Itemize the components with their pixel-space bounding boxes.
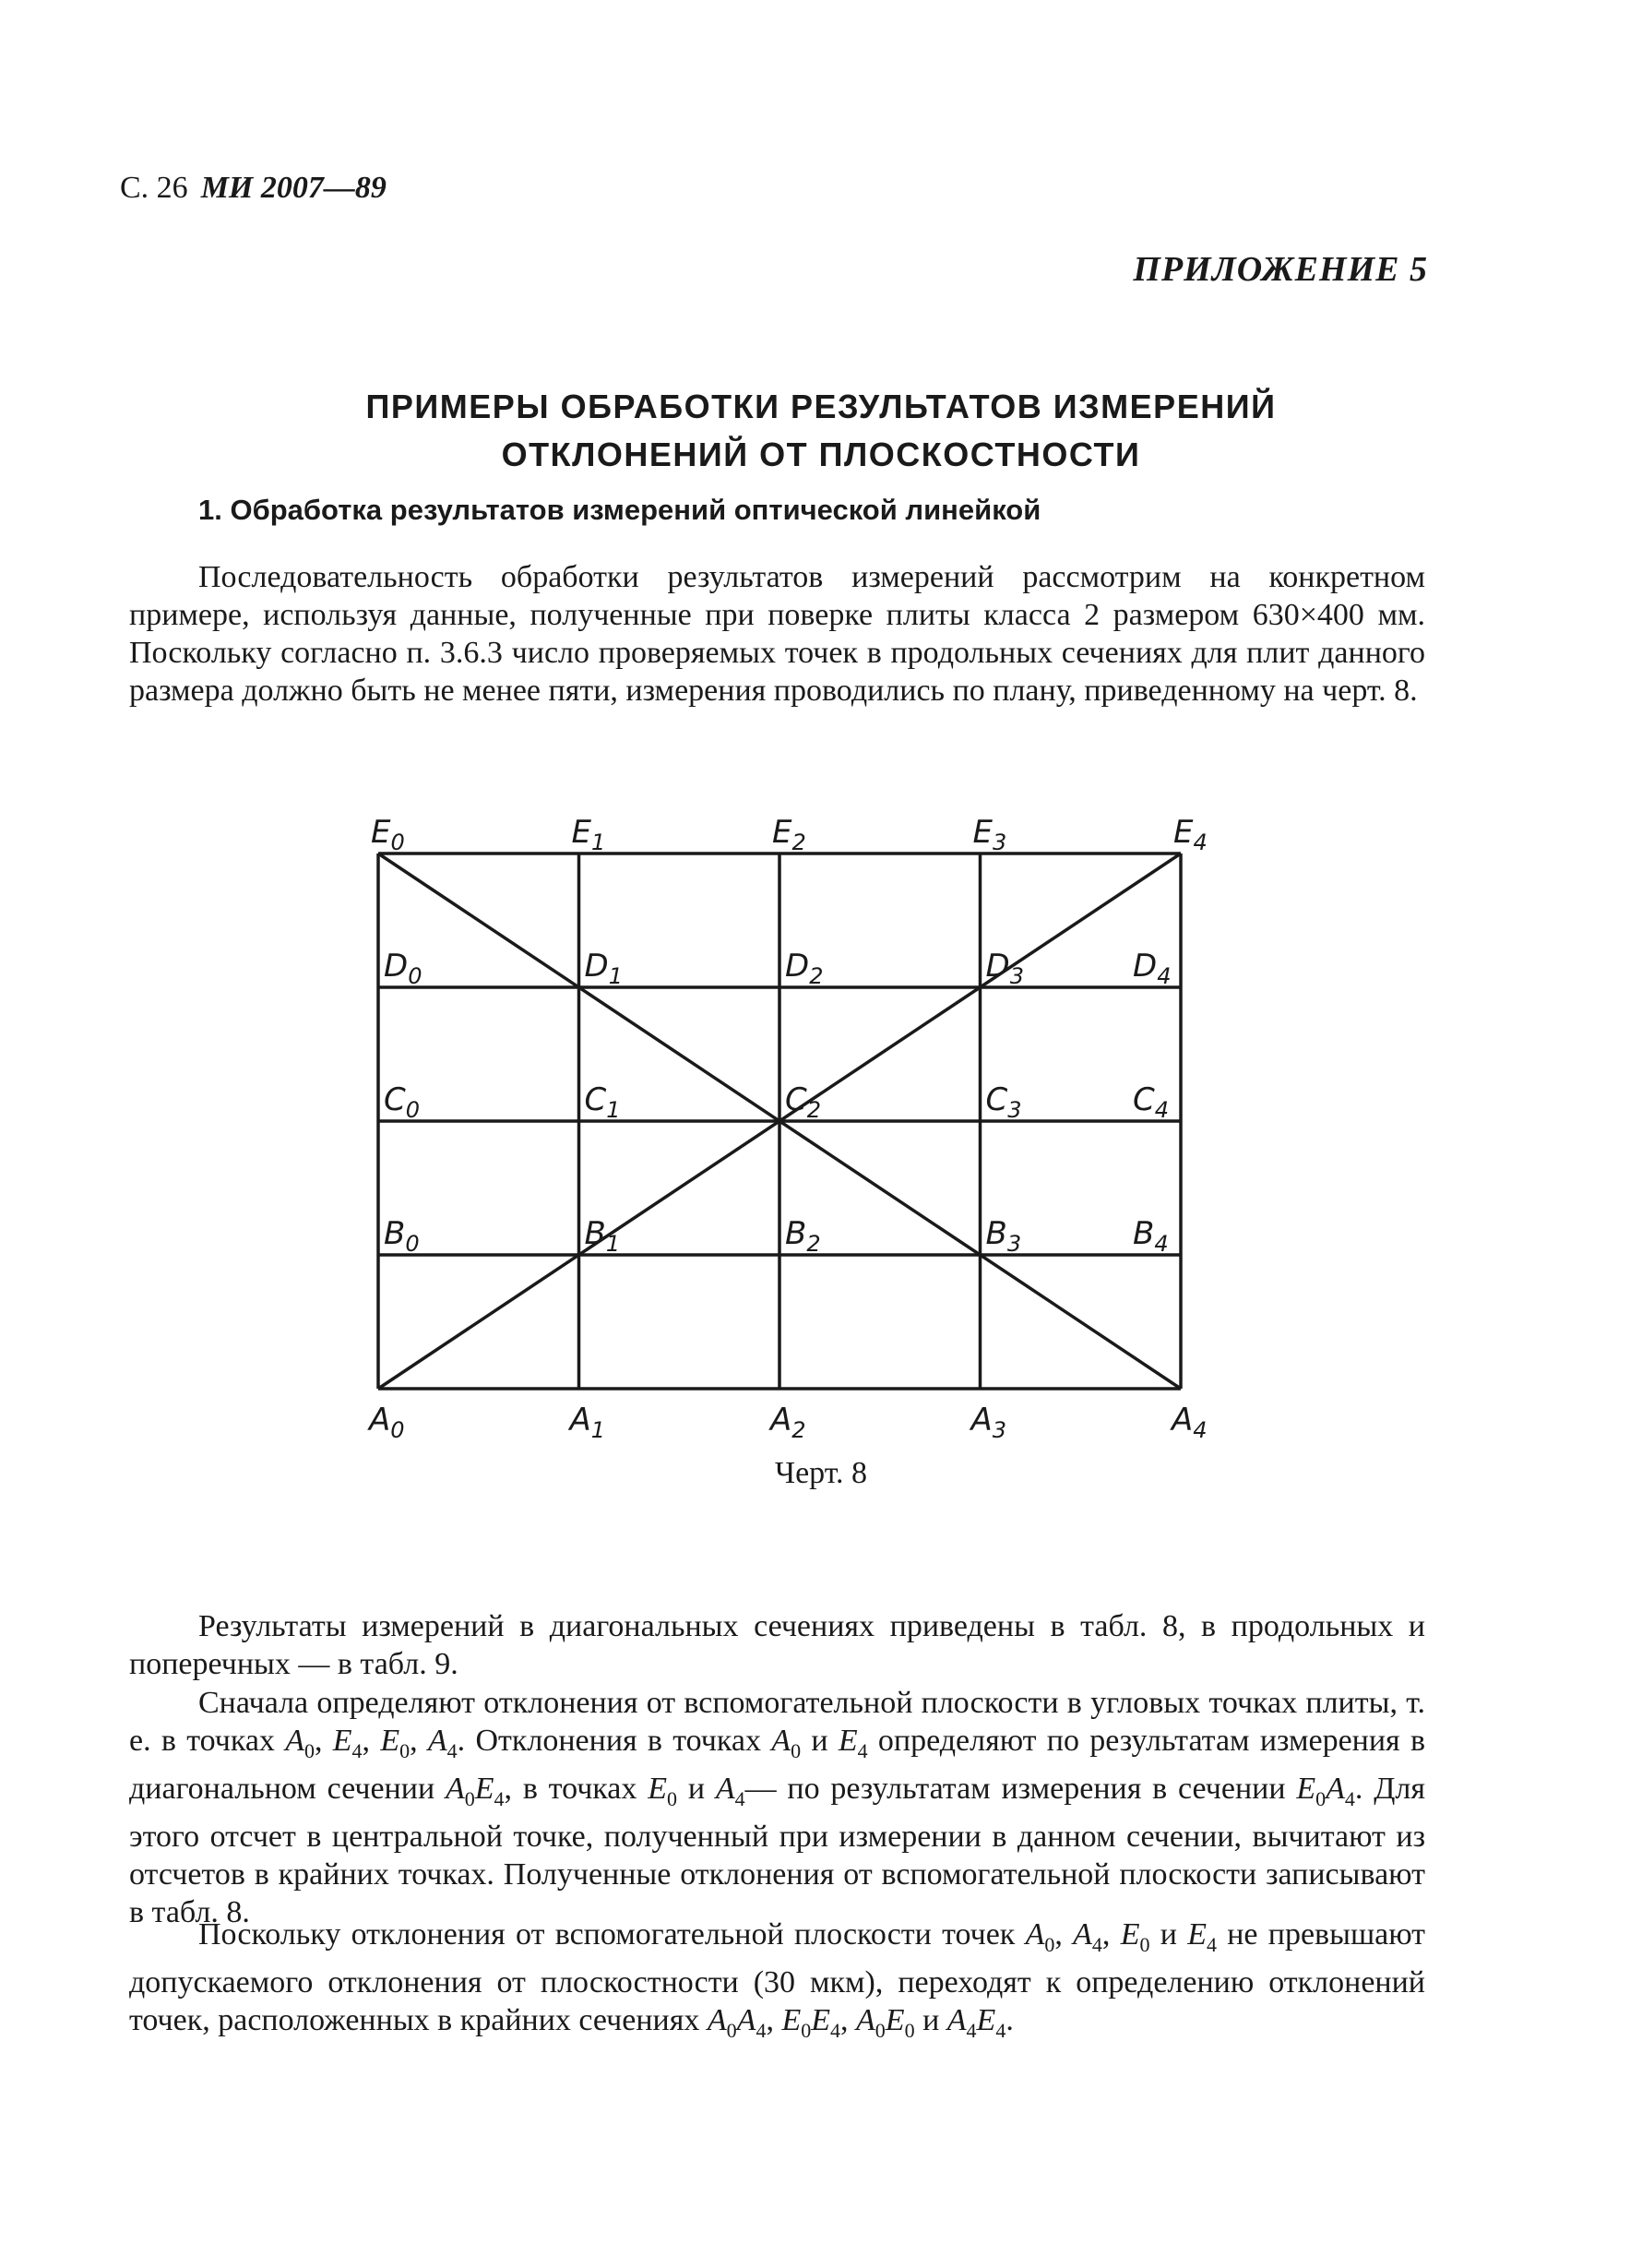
point-label-e2: $E_2$	[772, 814, 806, 855]
point-label-d3: $D_3$	[985, 948, 1024, 989]
point-label-c1: $C_1$	[584, 1081, 621, 1123]
point-label-c3: $C_3$	[985, 1081, 1022, 1123]
grid-lines	[378, 853, 1181, 1389]
point-label-e0: $E_0$	[371, 814, 405, 855]
point-label-e4: $E_4$	[1173, 814, 1208, 855]
point-label-e3: $E_3$	[972, 814, 1007, 855]
point-label-d4: $D_4$	[1133, 948, 1172, 989]
measurement-grid-diagram	[351, 794, 1236, 1458]
point-label-c4: $C_4$	[1133, 1081, 1170, 1123]
title-line-2: ОТКЛОНЕНИЙ ОТ ПЛОСКОСТНОСТИ	[501, 436, 1141, 473]
paragraph-intro-text: Последовательность обработки результатов измерений рассмотрим на конкретном примере, используя данные, полученные при поверке плиты класса 2 размером 630×400 мм. Поскольку согласно п. 3.6.3 число проверяемых точек в продольных сечениях для плит данного размера должно быть не менее пяти, измерения проводились по плану, приведенному на черт. 8.	[129, 560, 1425, 708]
point-label-d1: $D_1$	[584, 948, 623, 989]
point-label-b4: $B_4$	[1133, 1215, 1169, 1257]
page-number: С. 26	[120, 171, 188, 205]
point-label-a3: $A_3$	[970, 1402, 1007, 1443]
point-label-a2: $A_2$	[770, 1402, 806, 1443]
paragraph-intro	[129, 558, 1425, 710]
title-line-1: ПРИМЕРЫ ОБРАБОТКИ РЕЗУЛЬТАТОВ ИЗМЕРЕНИЙ	[365, 388, 1277, 425]
point-label-d0: $D_0$	[384, 948, 422, 989]
paragraph-corner-points: Сначала определяют отклонения от вспомогательной плоскости в угловых точках плиты, т. е. в точках $A_0$, $E_4$, $E_0$, $A_4$. Отклонения в точках $A_0$ и $E_4$ определяют по результатам измерения в диагональном сечении $A_0E_4$, в точках $E_0$ и $A_4—$ по результатам измерения в сечении $E_0A_4$. Для этого отсчет в центральной точке, полученный при измерении в данном сечении, вычитают из отсчетов в крайних точках. Полученные отклонения от вспомогательной плоскости записывают в табл. 8.	[129, 1686, 1426, 1929]
point-label-b3: $B_3$	[985, 1215, 1022, 1257]
grid-point-labels	[367, 814, 1208, 1443]
point-label-b1: $B_1$	[584, 1215, 621, 1257]
figure-caption: Черт. 8	[774, 1456, 868, 1490]
page-title	[0, 383, 1642, 479]
page-header	[120, 171, 387, 206]
point-label-a1: $A_1$	[569, 1402, 606, 1443]
point-label-a4: $A_4$	[1172, 1402, 1208, 1443]
document-code: МИ 2007—89	[200, 171, 387, 205]
point-label-b0: $B_0$	[384, 1215, 420, 1257]
section-heading: 1. Обработка результатов измерений оптической линейкой	[198, 494, 1041, 526]
point-label-d2: $D_2$	[785, 948, 824, 989]
point-label-e1: $E_1$	[571, 814, 606, 855]
paragraph-results-text: Результаты измерений в диагональных сечениях приведены в табл. 8, в продольных и поперечных — в табл. 9.	[129, 1609, 1425, 1681]
paragraph-results	[129, 1607, 1425, 1683]
point-label-c0: $C_0$	[384, 1081, 421, 1123]
appendix-label: ПРИЛОЖЕНИЕ 5	[1133, 250, 1428, 289]
point-label-c2: $C_2$	[785, 1081, 822, 1123]
point-label-b2: $B_2$	[785, 1215, 821, 1257]
paragraph-edge-sections: Поскольку отклонения от вспомогательной плоскости точек $A_0$, $A_4$, $E_0$ и $E_4$ не превышают допускаемого отклонения от плоскостности (30 мкм), переходят к определению отклонений точек, расположенных в крайних сечениях $A_0A_4$, $E_0E_4$, $A_0E_0$ и $A_4E_4$.	[129, 1917, 1426, 2042]
point-label-a0: $A_0$	[369, 1402, 405, 1443]
